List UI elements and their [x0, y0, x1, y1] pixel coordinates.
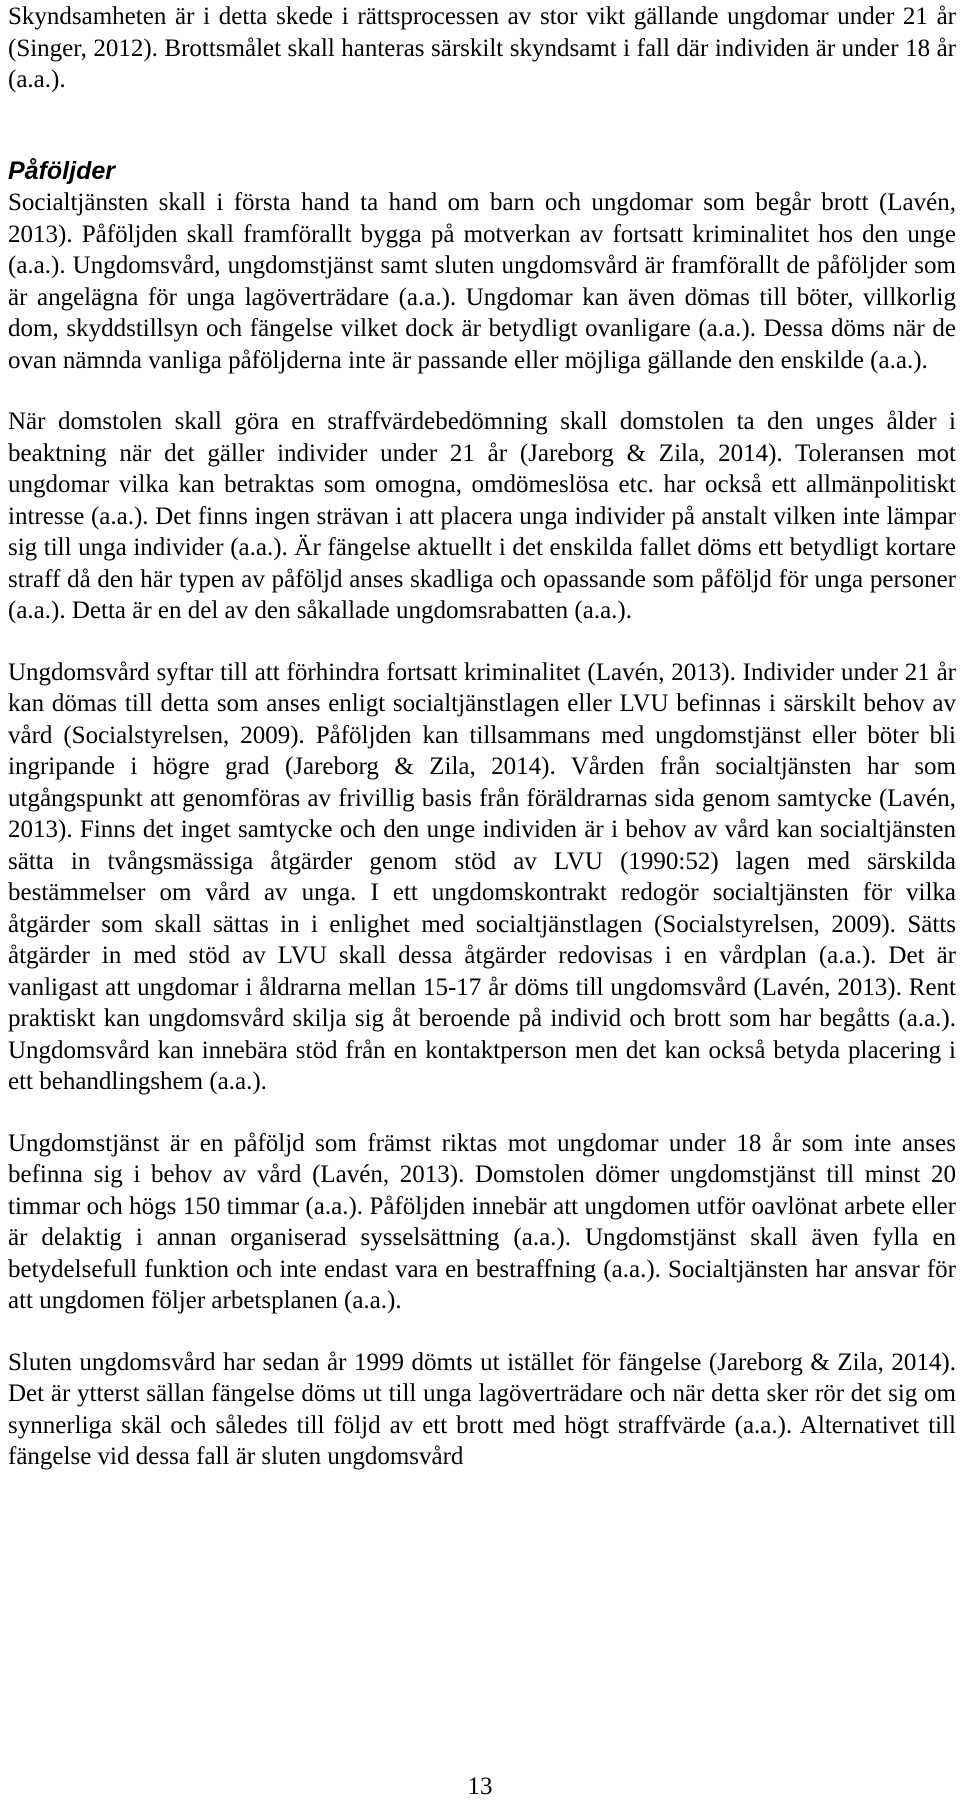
paragraph-1: Socialtjänsten skall i första hand ta hand om barn och ungdomar som begår brott (Lavén, 2013). Påföljden skall framförallt bygga på motverkan av fortsatt kriminalitet hos den unge (a.a.). Ungdomsvård, ungdomstjänst samt sluten ungdomsvård är framförallt de påföljder som är angelägna för unga lagöverträdare (a.a.). Ungdomar kan även dömas till böter, villkorlig dom, skyddstillsyn och fängelse vilket dock är betydligt ovanligare (a.a.). Dessa döms när de ovan nämnda vanliga påföljderna inte är passande eller möjliga gällande den enskilde (a.a.). — [8, 189, 956, 374]
paragraph-5: Sluten ungdomsvård har sedan år 1999 dömts ut istället för fängelse (Jareborg & Zila, 2014). Det är ytterst sällan fängelse döms ut till unga lagöverträdare och när detta sker rör det sig om synnerliga skäl och således till följd av ett brott med högt straffvärde (a.a.). Alternativet till fängelse vid dessa fall är sluten ungdomsvård — [8, 1348, 956, 1470]
section-heading: Påföljder — [8, 156, 115, 185]
paragraph-3: Ungdomsvård syftar till att förhindra fortsatt kriminalitet (Lavén, 2013). Individer under 21 år kan dömas till detta som anses enligt socialtjänstlagen eller LVU befinnas i särskilt behov av vård (Socialstyrelsen, 2009). Påföljden kan tillsammans med ungdomstjänst eller böter bli ingripande i högre grad (Jareborg & Zila, 2014). Vården från socialtjänsten har som utgångspunkt att genomföras av frivillig basis från föräldrarnas sida genom samtycke (Lavén, 2013). Finns det inget samtycke och den unge individen är i behov av vård kan socialtjänsten sätta in tvångsmässiga åtgärder genom stöd av LVU (1990:52) lagen med särskilda bestämmelser om vård av unga. I ett ungdomskontrakt redogör socialtjänsten för vilka åtgärder som skall sättas in i enlighet med socialtjänstlagen (Socialstyrelsen, 2009). Sätts åtgärder in med stöd av LVU skall dessa åtgärder redovisas i en vårdplan (a.a.). Det är vanligast att ungdomar i åldrarna mellan 15-17 år döms till ungdomsvård (Lavén, 2013). Rent praktiskt kan ungdomsvård skilja sig åt beroende på individ och brott som har begåtts (a.a.). Ungdomsvård kan innebära stöd från en kontaktperson men det kan också betyda placering i ett behandlingshem (a.a.). — [8, 658, 956, 1095]
page-number: 13 — [467, 1773, 493, 1800]
document-page — [8, 0, 956, 1503]
paragraph-4: Ungdomstjänst är en påföljd som främst riktas mot ungdomar under 18 år som inte anses befinna sig i behov av vård (Lavén, 2013). Domstolen dömer ungdomstjänst till minst 20 timmar och högs 150 timmar (a.a.). Påföljden innebär att ungdomen utför oavlönat arbete eller är delaktig i annan organiserad sysselsättning (a.a.). Ungdomstjänst skall även fylla en betydelsefull funktion och inte endast vara en bestraffning (a.a.). Socialtjänsten har ansvar för att ungdomen följer arbetsplanen (a.a.). — [8, 1129, 956, 1314]
paragraph-2: När domstolen skall göra en straffvärdebedömning skall domstolen ta den unges ålder i beaktning när det gäller individer under 21 år (Jareborg & Zila, 2014). Toleransen mot ungdomar vilka kan betraktas som omogna, omdömeslösa etc. har också ett allmänpolitiskt intresse (a.a.). Det finns ingen strävan i att placera unga individer på anstalt vilken inte lämpar sig till unga individer (a.a.). Är fängelse aktuellt i det enskilda fallet döms ett betydligt kortare straff då den här typen av påföljd anses skadliga och opassande som påföljd för unga personer (a.a.). Detta är en del av den såkallade ungdomsrabatten (a.a.). — [8, 408, 956, 624]
paragraph-intro: Skyndsamheten är i detta skede i rättsprocessen av stor vikt gällande ungdomar under 21 år (Singer, 2012). Brottsmålet skall hanteras särskilt skyndsamt i fall där individen är under 18 år (a.a.). — [8, 3, 956, 93]
